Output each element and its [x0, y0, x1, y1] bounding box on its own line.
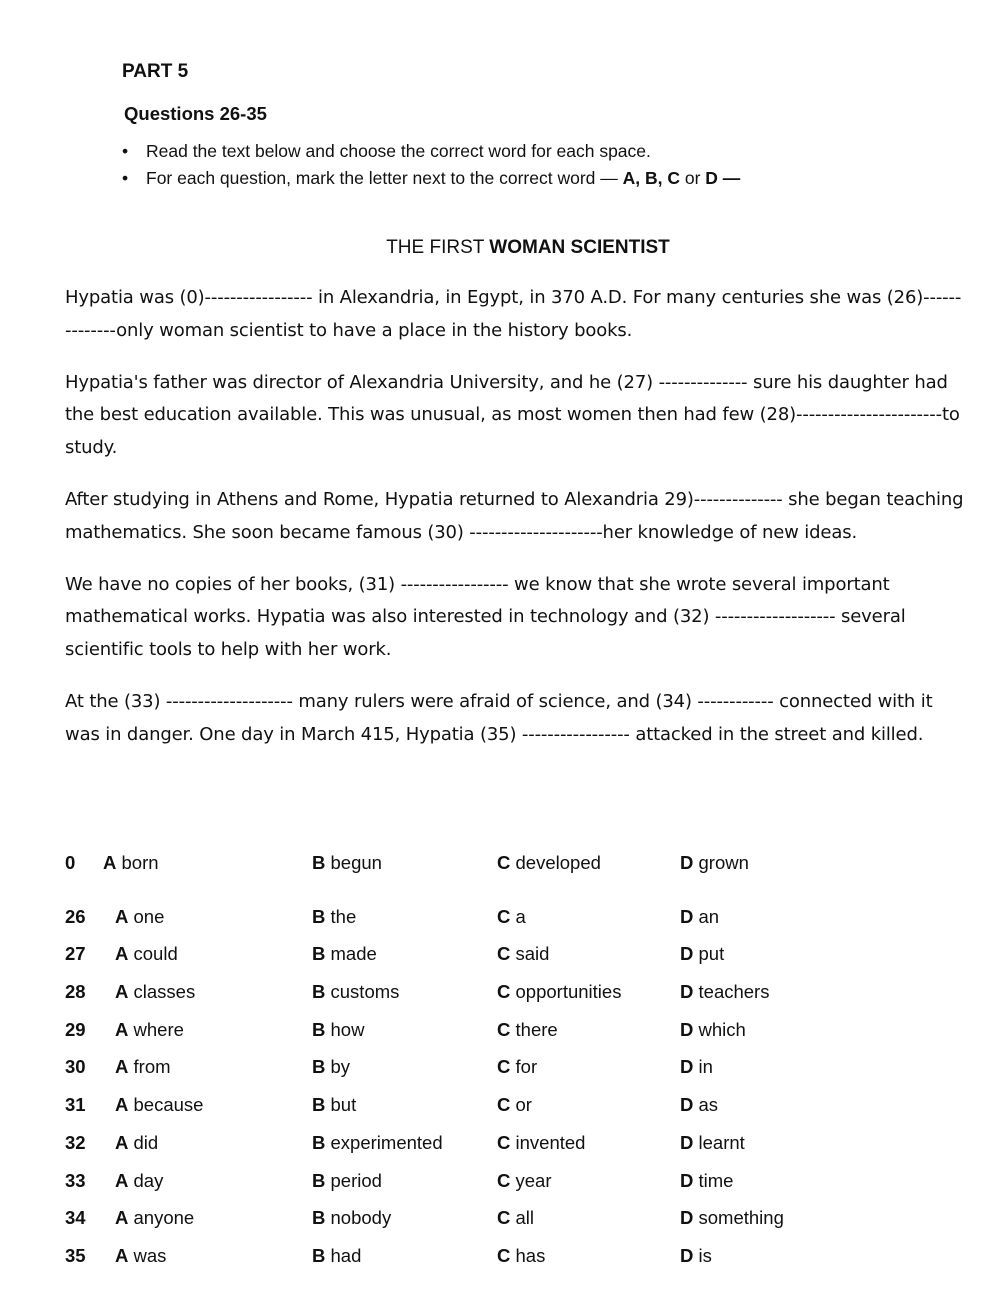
option-word: in — [698, 1056, 713, 1078]
option-letter: A — [115, 1244, 129, 1266]
option-d[interactable] — [680, 906, 719, 928]
option-letter: D — [680, 1207, 694, 1229]
option-letter: A — [115, 943, 129, 965]
question-row — [65, 1015, 945, 1053]
option-c[interactable] — [497, 1019, 558, 1041]
option-letter: A — [115, 1207, 129, 1229]
option-letter: C — [497, 943, 511, 965]
option-word: anyone — [133, 1207, 195, 1229]
option-letter: A — [115, 1018, 129, 1040]
option-letter: C — [497, 1094, 511, 1116]
question-row — [65, 848, 945, 886]
option-word: time — [698, 1169, 734, 1191]
option-word: made — [330, 943, 377, 965]
questions-range: Questions 26-35 — [124, 103, 267, 124]
option-c[interactable] — [497, 1207, 534, 1229]
option-word: opportunities — [515, 981, 622, 1003]
option-word: something — [698, 1207, 784, 1229]
option-letter: D — [680, 981, 694, 1003]
option-b[interactable] — [312, 1245, 361, 1267]
option-word: year — [515, 1169, 552, 1191]
question-row — [65, 939, 945, 977]
question-number: 31 — [65, 1094, 86, 1116]
option-a[interactable] — [115, 1245, 166, 1267]
option-letter: B — [312, 1244, 326, 1266]
question-number: 26 — [65, 905, 86, 927]
option-a[interactable] — [115, 906, 164, 928]
option-letter: D — [680, 1131, 694, 1153]
option-word: could — [133, 943, 178, 965]
option-d[interactable] — [680, 1245, 712, 1267]
option-word: customs — [330, 981, 400, 1003]
option-letter: B — [312, 981, 326, 1003]
option-b[interactable] — [312, 1170, 382, 1192]
instruction-item: • For each question, mark the letter next to the correct word — A, B, C or D — — [122, 167, 740, 194]
option-word: classes — [133, 981, 196, 1003]
question-row — [65, 1128, 945, 1166]
option-letter: B — [312, 1131, 326, 1153]
option-letter: A — [115, 1056, 129, 1078]
option-a[interactable] — [115, 943, 178, 965]
option-a[interactable] — [115, 1170, 163, 1192]
option-letter: C — [497, 1056, 511, 1078]
part-heading: PART 5 — [122, 61, 189, 82]
question-number: 35 — [65, 1244, 86, 1266]
option-b[interactable] — [312, 1132, 443, 1154]
option-c[interactable] — [497, 906, 526, 928]
option-d[interactable] — [680, 1207, 784, 1229]
option-letter: A — [115, 1131, 129, 1153]
question-row — [65, 902, 945, 940]
option-c[interactable] — [497, 981, 621, 1003]
option-word: did — [133, 1131, 159, 1153]
question-number: 29 — [65, 1018, 86, 1040]
option-letter: A — [115, 1094, 129, 1116]
option-b[interactable] — [312, 852, 382, 874]
option-letter: A — [115, 1169, 129, 1191]
option-d[interactable] — [680, 1056, 713, 1078]
option-word: had — [330, 1244, 362, 1266]
option-letter: D — [680, 852, 694, 873]
question-number: 30 — [65, 1056, 86, 1078]
option-word: has — [515, 1244, 546, 1266]
option-b[interactable] — [312, 1056, 350, 1078]
option-b[interactable] — [312, 906, 356, 928]
text-title: THE FIRST WOMAN SCIENTIST — [386, 237, 670, 258]
option-word: which — [698, 1018, 746, 1040]
option-word: put — [698, 943, 725, 965]
option-letter: A — [115, 981, 129, 1003]
option-c[interactable] — [497, 943, 549, 965]
option-letter: D — [680, 1056, 694, 1078]
option-c[interactable] — [497, 1094, 532, 1116]
option-letter: A — [103, 852, 117, 873]
option-letter: D — [680, 1244, 694, 1266]
option-word: day — [133, 1169, 164, 1191]
option-letter: D — [680, 1018, 694, 1040]
option-letter: C — [497, 1018, 511, 1040]
option-a[interactable] — [115, 1056, 171, 1078]
option-b[interactable] — [312, 1019, 364, 1041]
option-word: nobody — [330, 1207, 392, 1229]
option-b[interactable] — [312, 943, 377, 965]
option-letter: B — [312, 852, 326, 873]
option-word: how — [330, 1018, 365, 1040]
option-d[interactable] — [680, 1019, 746, 1041]
instructions-list — [122, 140, 740, 194]
answer-options-table — [65, 848, 945, 1279]
option-b[interactable] — [312, 981, 399, 1003]
option-d[interactable] — [680, 852, 749, 874]
option-word: born — [121, 852, 159, 873]
option-d[interactable] — [680, 981, 769, 1003]
option-letter: C — [497, 905, 511, 927]
option-letter: B — [312, 1094, 326, 1116]
option-word: by — [330, 1056, 351, 1078]
paragraph: Hypatia was (0)----------------- in Alexandria, in Egypt, in 370 A.D. For many centuries she was (26)--------------only woman scientist to have a place in the history books. — [65, 287, 962, 341]
question-row — [65, 1241, 945, 1279]
option-letter: B — [312, 1169, 326, 1191]
instruction-item: • Read the text below and choose the correct word for each space. — [122, 140, 740, 167]
option-word: was — [133, 1244, 167, 1266]
option-d[interactable] — [680, 1132, 745, 1154]
paragraph: Hypatia's father was director of Alexandria University, and he (27) -------------- sure his daughter had the best education available. This was unusual, as most women then had few (28)-----------------------to study. — [65, 371, 960, 459]
question-row — [65, 1166, 945, 1204]
option-letter: D — [680, 943, 694, 965]
option-word: is — [698, 1244, 712, 1266]
option-a[interactable] — [115, 1132, 158, 1154]
option-word: teachers — [698, 981, 770, 1003]
option-word: invented — [515, 1131, 586, 1153]
option-b[interactable] — [312, 1207, 391, 1229]
option-a[interactable] — [115, 981, 195, 1003]
option-letter: C — [497, 1207, 511, 1229]
option-word: developed — [515, 852, 601, 873]
option-b[interactable] — [312, 1094, 356, 1116]
question-number: 33 — [65, 1169, 86, 1191]
question-number: 32 — [65, 1131, 86, 1153]
option-word: an — [698, 905, 720, 927]
option-word: all — [515, 1207, 535, 1229]
option-word: grown — [698, 852, 749, 873]
option-c[interactable] — [497, 1245, 545, 1267]
option-word: because — [133, 1094, 204, 1116]
option-word: as — [698, 1094, 719, 1116]
option-letter: C — [497, 1169, 511, 1191]
option-letter: D — [680, 1094, 694, 1116]
paragraph: At the (33) -------------------- many rulers were afraid of science, and (34) ------------ connected with it was in danger. One day in March 415, Hypatia (35) ----------------- attacked in the street and killed. — [65, 690, 933, 745]
option-word: experimented — [330, 1131, 443, 1153]
option-letter: C — [497, 1244, 511, 1266]
option-d[interactable] — [680, 943, 724, 965]
question-number: 27 — [65, 943, 86, 965]
option-letter: B — [312, 943, 326, 965]
paragraph: We have no copies of her books, (31) ----------------- we know that she wrote several important mathematical works. Hypatia was also interested in technology and (32) ------------------- several scientific tools to help with her work. — [65, 573, 906, 661]
option-word: there — [515, 1018, 558, 1040]
option-word: but — [330, 1094, 357, 1116]
option-c[interactable] — [497, 1132, 585, 1154]
question-number: 34 — [65, 1207, 86, 1229]
option-c[interactable] — [497, 1056, 537, 1078]
option-d[interactable] — [680, 1170, 733, 1192]
question-row — [65, 1052, 945, 1090]
option-word: period — [330, 1169, 382, 1191]
option-word: learnt — [698, 1131, 745, 1153]
option-letter: D — [680, 1169, 694, 1191]
option-d[interactable] — [680, 1094, 718, 1116]
option-letter: B — [312, 1207, 326, 1229]
option-c[interactable] — [497, 1170, 552, 1192]
option-letter: C — [497, 981, 511, 1003]
option-word: or — [515, 1094, 532, 1116]
option-a[interactable] — [115, 1019, 184, 1041]
question-row — [65, 1090, 945, 1128]
option-a[interactable] — [115, 1207, 194, 1229]
reading-text — [65, 282, 965, 771]
question-row — [65, 1203, 945, 1241]
option-letter: C — [497, 852, 511, 873]
option-word: for — [515, 1056, 538, 1078]
option-letter: B — [312, 1056, 326, 1078]
option-c[interactable] — [497, 852, 601, 874]
option-a[interactable] — [115, 1094, 203, 1116]
option-word: where — [133, 1018, 184, 1040]
option-letter: C — [497, 1131, 511, 1153]
option-word: begun — [330, 852, 382, 873]
option-letter: B — [312, 1018, 326, 1040]
option-word: said — [515, 943, 550, 965]
option-letter: B — [312, 905, 326, 927]
question-row — [65, 977, 945, 1015]
option-word: the — [330, 905, 357, 927]
option-letter: A — [115, 905, 129, 927]
option-a[interactable] — [103, 852, 159, 874]
question-number: 28 — [65, 981, 86, 1003]
question-number: 0 — [65, 852, 76, 873]
option-word: one — [133, 905, 165, 927]
option-word: a — [515, 905, 526, 927]
paragraph: After studying in Athens and Rome, Hypatia returned to Alexandria 29)-------------- she began teaching mathematics. She soon became famous (30) ---------------------her knowledge of new ideas. — [65, 488, 964, 543]
option-letter: D — [680, 905, 694, 927]
option-word: from — [133, 1056, 171, 1078]
